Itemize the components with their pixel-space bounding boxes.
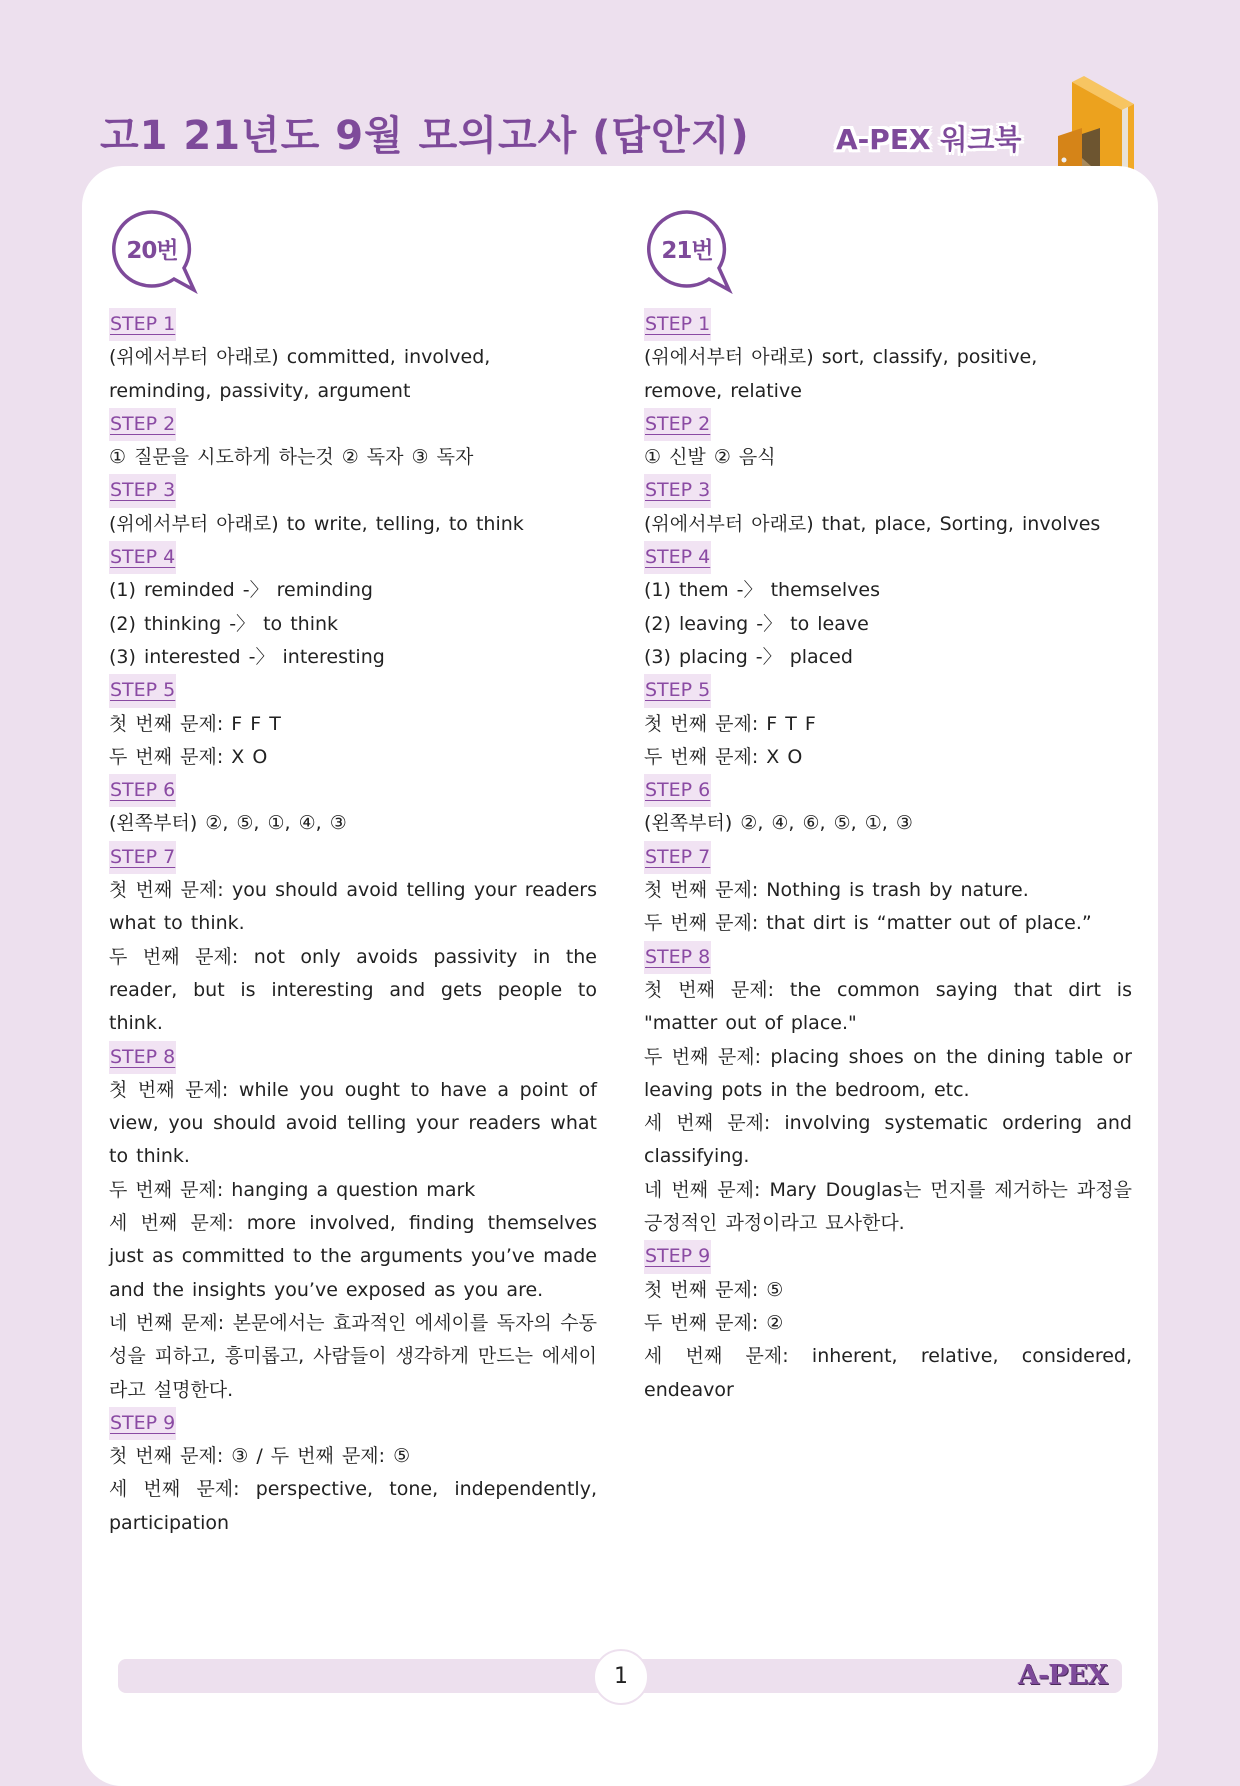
step-section: [109, 541, 597, 674]
answer-line: 세 번째 문제: inherent, relative, considered, endeavor: [644, 1345, 1132, 1401]
answer-line: 첫 번째 문제: while you ought to have a point of view, you should avoid telling your readers what to think.: [109, 1078, 597, 1168]
answer-line: 두 번째 문제: that dirt is “matter out of place.”: [644, 912, 1092, 935]
answer-line: (2) leaving -〉 to leave: [644, 612, 869, 635]
step-section: [109, 474, 597, 541]
answer-line: 네 번째 문제: Mary Douglas는 먼지를 제거하는 과정을 긍정적인 과정이라고 묘사한다.: [644, 1178, 1132, 1235]
steps-list: [109, 308, 597, 1540]
answer-line: 두 번째 문제: X O: [109, 745, 268, 768]
answer-line: reminding, passivity, argument: [109, 379, 411, 402]
answer-line: 첫 번째 문제: you should avoid telling your readers what to think.: [109, 879, 597, 935]
question-number-label: 21번: [661, 238, 713, 264]
step-section: [644, 774, 1132, 841]
step-label: STEP 8: [644, 941, 711, 974]
answer-line: (왼쪽부터) ②, ④, ⑥, ⑤, ①, ③: [644, 812, 913, 835]
question-number-badge: [109, 208, 199, 294]
step-section: [109, 841, 597, 1041]
answer-line: 첫 번째 문제: ③ / 두 번째 문제: ⑤: [109, 1445, 411, 1468]
answer-line: 세 번째 문제: more involved, finding themselves just as committed to the arguments you’ve made and the insights you’ve exposed as you are.: [109, 1212, 597, 1301]
page-number: 1: [593, 1649, 649, 1705]
step-section: [644, 1240, 1132, 1406]
step-label: STEP 5: [644, 674, 711, 707]
steps-list: [644, 308, 1132, 1407]
answer-line: (위에서부터 아래로) sort, classify, positive,: [644, 346, 1038, 369]
step-label: STEP 6: [109, 774, 176, 807]
footer-logo: A-PEX: [1018, 1660, 1107, 1691]
step-label: STEP 3: [644, 474, 711, 507]
step-label: STEP 6: [644, 774, 711, 807]
answer-line: (위에서부터 아래로) that, place, Sorting, involves: [644, 512, 1101, 535]
answer-line: (3) placing -〉 placed: [644, 645, 853, 668]
answer-line: 두 번째 문제: placing shoes on the dining table or leaving pots in the bedroom, etc.: [644, 1045, 1132, 1101]
step-section: [644, 308, 1132, 408]
step-label: STEP 9: [109, 1407, 176, 1440]
answer-line: 첫 번째 문제: F T F: [644, 712, 816, 735]
answer-line: 첫 번째 문제: the common saying that dirt is "matter out of place.": [644, 978, 1132, 1035]
step-section: [644, 941, 1132, 1241]
step-section: [109, 774, 597, 841]
answer-line: ① 신발 ② 음식: [644, 446, 776, 469]
answer-line: (1) them -〉 themselves: [644, 579, 880, 602]
step-label: STEP 8: [109, 1041, 176, 1074]
step-label: STEP 2: [644, 408, 711, 441]
step-label: STEP 9: [644, 1240, 711, 1273]
answer-line: 두 번째 문제: X O: [644, 745, 803, 768]
step-label: STEP 7: [109, 841, 176, 874]
answer-line: 네 번째 문제: 본문에서는 효과적인 에세이를 독자의 수동성을 피하고, 흥미롭고, 사람들이 생각하게 만드는 에세이라고 설명한다.: [109, 1311, 597, 1401]
step-label: STEP 4: [644, 541, 711, 574]
step-section: [644, 408, 1132, 475]
question-20-column: [109, 208, 597, 1540]
answer-line: (1) reminded -〉 reminding: [109, 579, 373, 602]
answer-line: (위에서부터 아래로) to write, telling, to think: [109, 512, 524, 535]
answer-line: (위에서부터 아래로) committed, involved,: [109, 346, 491, 369]
question-number-badge: [644, 208, 734, 294]
answer-line: ① 질문을 시도하게 하는것 ② 독자 ③ 독자: [109, 446, 474, 469]
brand-badge: A-PEX 워크북: [836, 123, 1022, 156]
step-section: [644, 541, 1132, 674]
answer-line: 첫 번째 문제: ⑤: [644, 1278, 784, 1301]
answer-line: 세 번째 문제: perspective, tone, independently, participation: [109, 1478, 597, 1534]
answer-line: (왼쪽부터) ②, ⑤, ①, ④, ③: [109, 812, 347, 835]
answer-line: remove, relative: [644, 379, 802, 402]
answer-line: (3) interested -〉 interesting: [109, 645, 385, 668]
step-label: STEP 3: [109, 474, 176, 507]
step-label: STEP 7: [644, 841, 711, 874]
answer-line: 첫 번째 문제: Nothing is trash by nature.: [644, 879, 1029, 902]
answer-line: 첫 번째 문제: F F T: [109, 712, 281, 735]
question-number-label: 20번: [126, 238, 178, 264]
answer-line: 두 번째 문제: ②: [644, 1311, 784, 1334]
question-21-column: [644, 208, 1132, 1407]
answer-line: 두 번째 문제: hanging a question mark: [109, 1178, 476, 1201]
step-label: STEP 5: [109, 674, 176, 707]
step-section: [644, 841, 1132, 941]
step-section: [109, 408, 597, 475]
step-section: [109, 308, 597, 408]
step-label: STEP 2: [109, 408, 176, 441]
step-label: STEP 1: [109, 308, 176, 341]
answer-line: (2) thinking -〉 to think: [109, 612, 339, 635]
page-title: 고1 21년도 9월 모의고사 (답안지): [100, 113, 750, 159]
step-section: [644, 474, 1132, 541]
step-section: [644, 674, 1132, 774]
step-label: STEP 4: [109, 541, 176, 574]
step-section: [109, 1041, 597, 1407]
answer-line: 두 번째 문제: not only avoids passivity in the reader, but is interesting and gets people to think.: [109, 945, 597, 1035]
step-label: STEP 1: [644, 308, 711, 341]
step-section: [109, 1407, 597, 1540]
answer-line: 세 번째 문제: involving systematic ordering and classifying.: [644, 1112, 1132, 1168]
step-section: [109, 674, 597, 774]
